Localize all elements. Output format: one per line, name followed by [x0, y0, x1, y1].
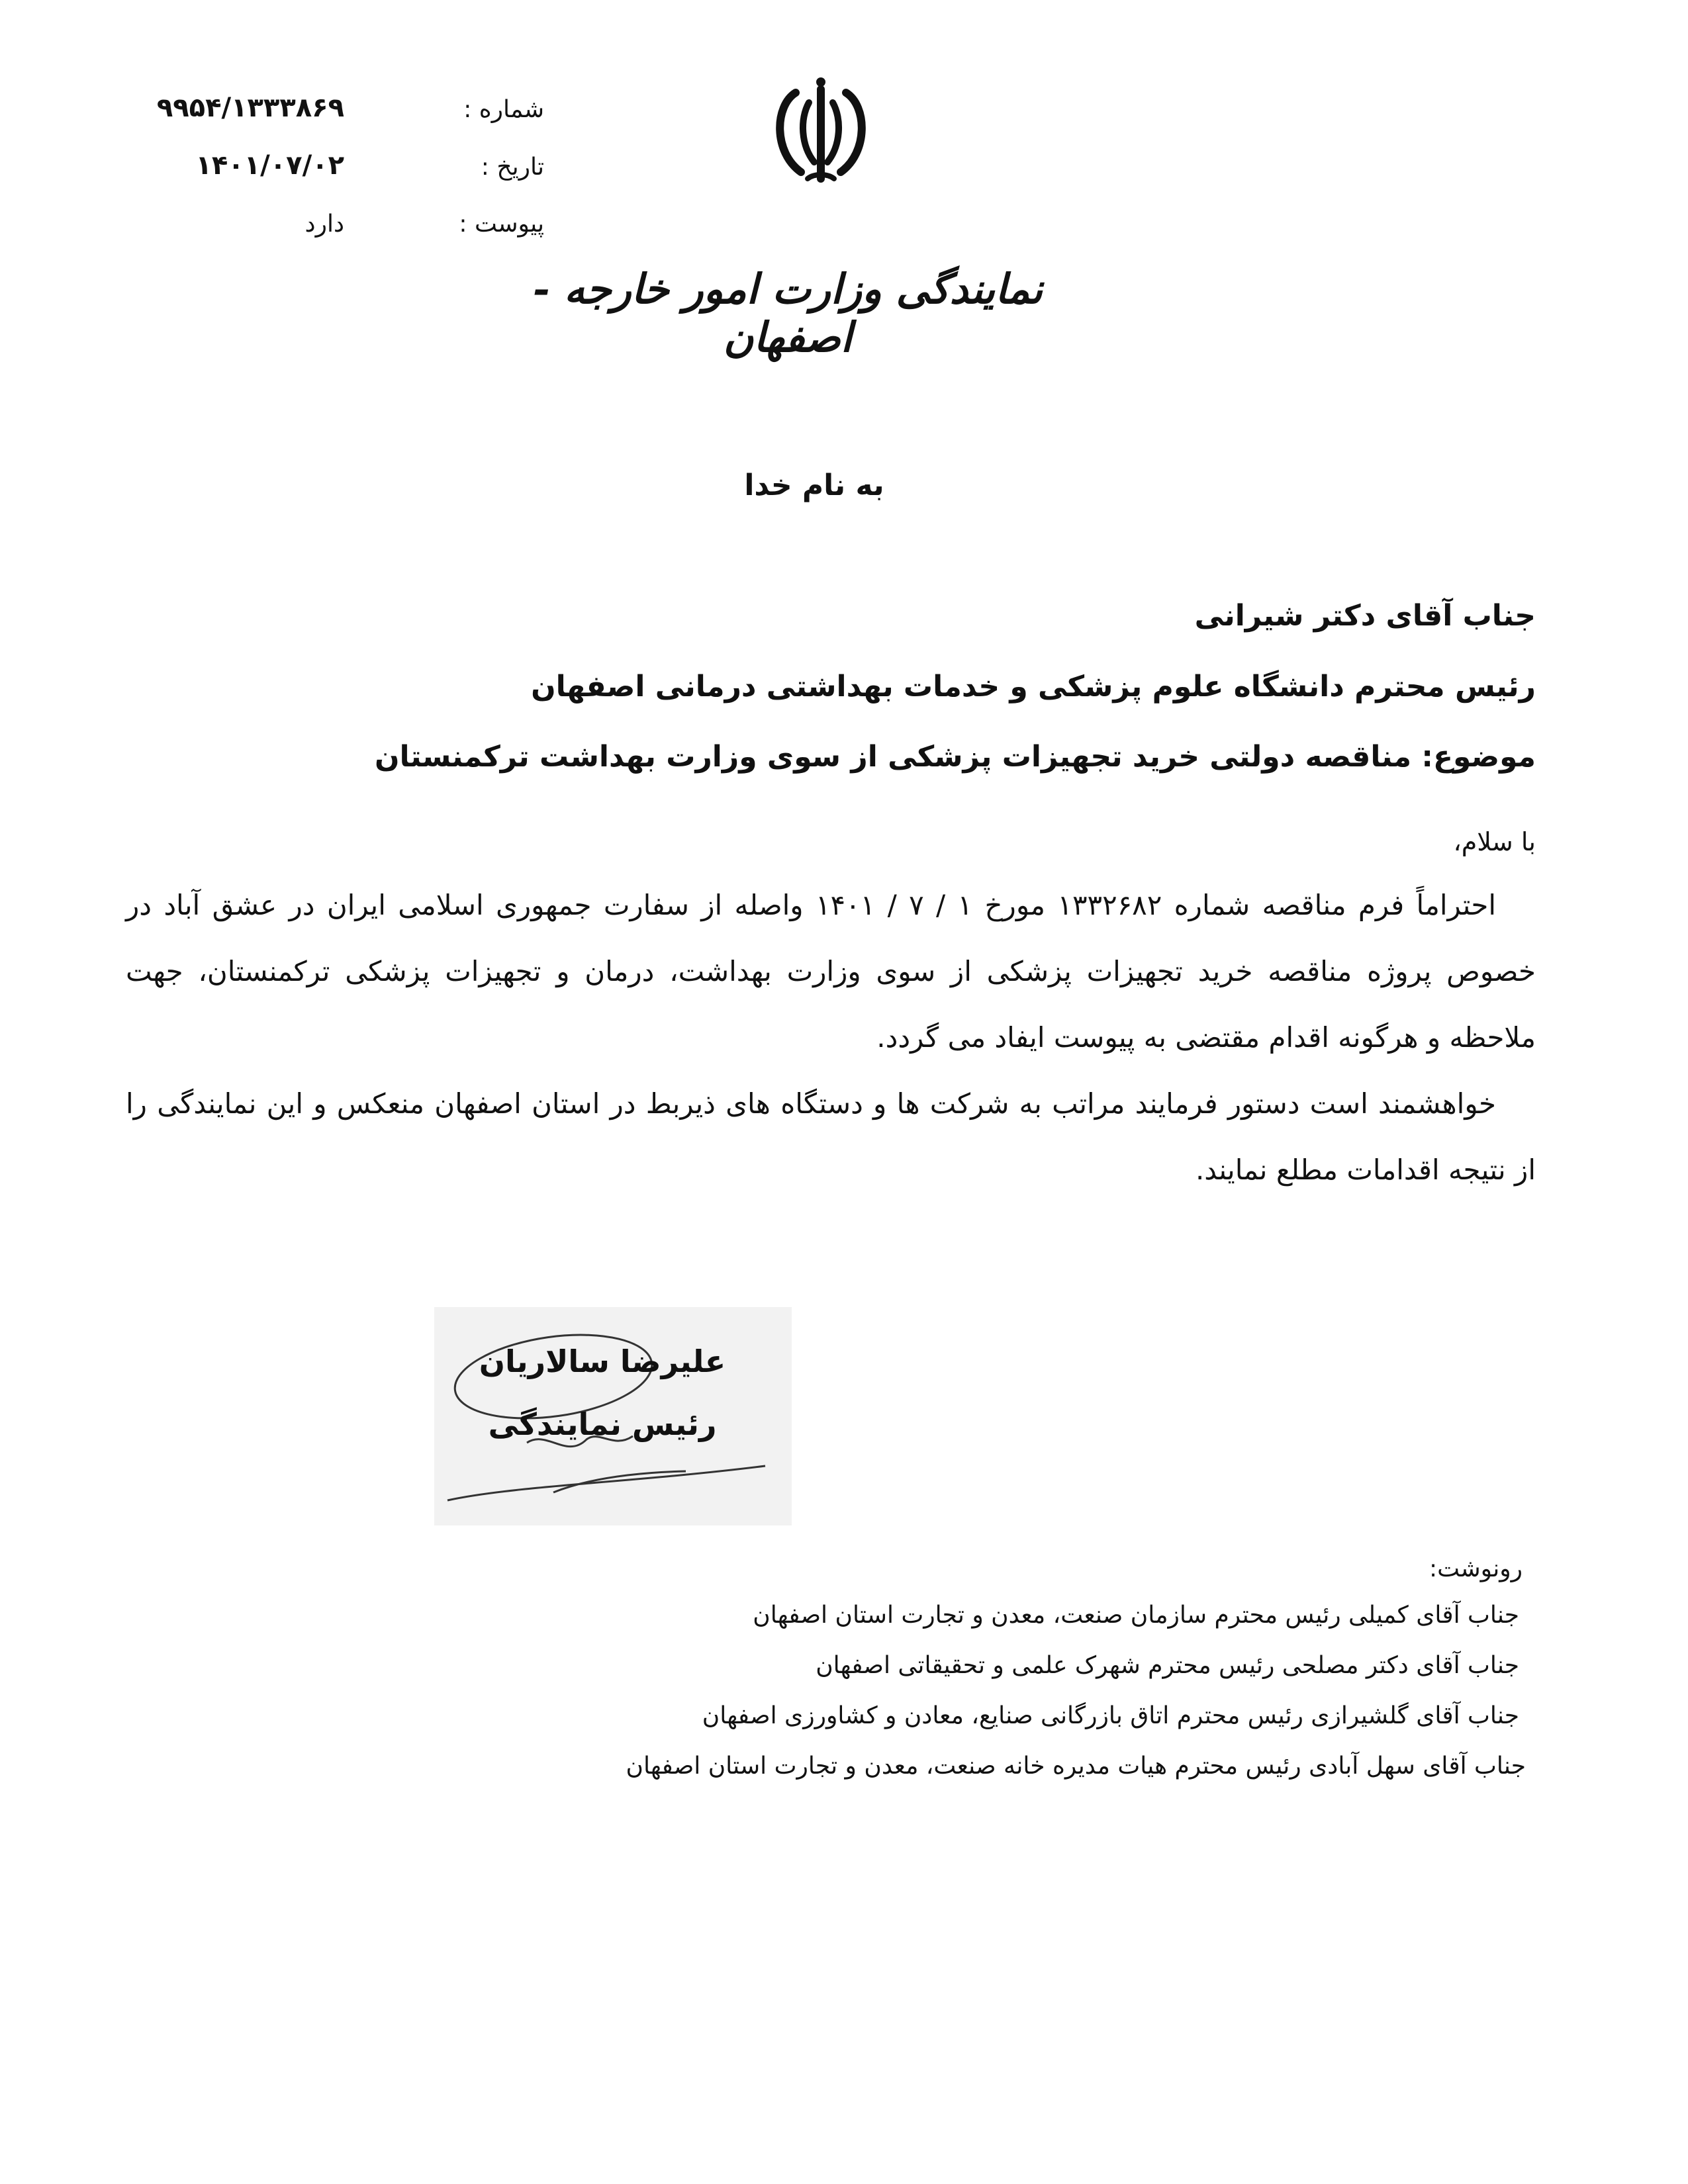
cc-line: جناب آقای کمیلی رئیس محترم سازمان صنعت، معدن و تجارت استان اصفهان [753, 1602, 1519, 1629]
recipient-name: جناب آقای دکتر شیرانی [1194, 599, 1536, 633]
body-paragraph-2: خواهشمند است دستور فرمایند مراتب به شرکت ها و دستگاه های ذیربط در استان اصفهان منعکس و این نمایندگی را از نتیجه اقدامات مطلع نمایند. [126, 1087, 1536, 1186]
attachment-value: دارد [305, 210, 344, 238]
letter-number: ۹۹۵۴/۱۳۳۳۸۶۹ [156, 93, 344, 123]
cc-label: رونوشت: [1429, 1555, 1523, 1582]
letter-body [126, 872, 1536, 1203]
cc-line: جناب آقای دکتر مصلحی رئیس محترم شهرک علمی و تحقیقاتی اصفهان [816, 1652, 1519, 1679]
recipient-position: رئیس محترم دانشگاه علوم پزشکی و خدمات بهداشتی درمانی اصفهان [531, 670, 1536, 704]
subject-line [375, 740, 1536, 774]
organization-name: نمایندگی وزارت امور خارجه - اصفهان [532, 265, 1043, 361]
date-label: تاریخ : [481, 154, 544, 181]
signatory-name: علیرضا سالاریان [479, 1343, 726, 1379]
bismillah: به نام خدا [744, 469, 884, 502]
number-label: شماره : [463, 96, 544, 123]
subject-label: موضوع: [1421, 740, 1536, 774]
letter-date: ۱۴۰۱/۰۷/۰۲ [195, 150, 344, 181]
iran-emblem-icon [761, 73, 880, 192]
body-paragraph-1: احتراماً فرم مناقصه شماره ۱۳۳۲۶۸۲ مورخ ۱ / ۷ / ۱۴۰۱ واصله از سفارت جمهوری اسلامی ایران در عشق آباد در خصوص پروژه مناقصه خرید تجهیزات پزشکی از سوی وزارت بهداشت، درمان و تجهیزات پزشکی ترکمنستان، جهت ملاحظه و هرگونه اقدام مقتضی به پیوست ایفاد می گردد. [126, 889, 1536, 1054]
signatory-title: رئیس نمایندگی [488, 1406, 717, 1442]
cc-line: جناب آقای گلشیرازی رئیس محترم اتاق بازرگانی صنایع، معادن و کشاورزی اصفهان [702, 1702, 1519, 1729]
attachment-label: پیوست : [459, 210, 544, 238]
greeting: با سلام، [1453, 827, 1536, 856]
cc-line: جناب آقای سهل آبادی رئیس محترم هیات مدیره خانه صنعت، معدن و تجارت استان اصفهان [626, 1752, 1526, 1780]
subject-text: مناقصه دولتی خرید تجهیزات پزشکی از سوی وزارت بهداشت ترکمنستان [374, 740, 1412, 774]
